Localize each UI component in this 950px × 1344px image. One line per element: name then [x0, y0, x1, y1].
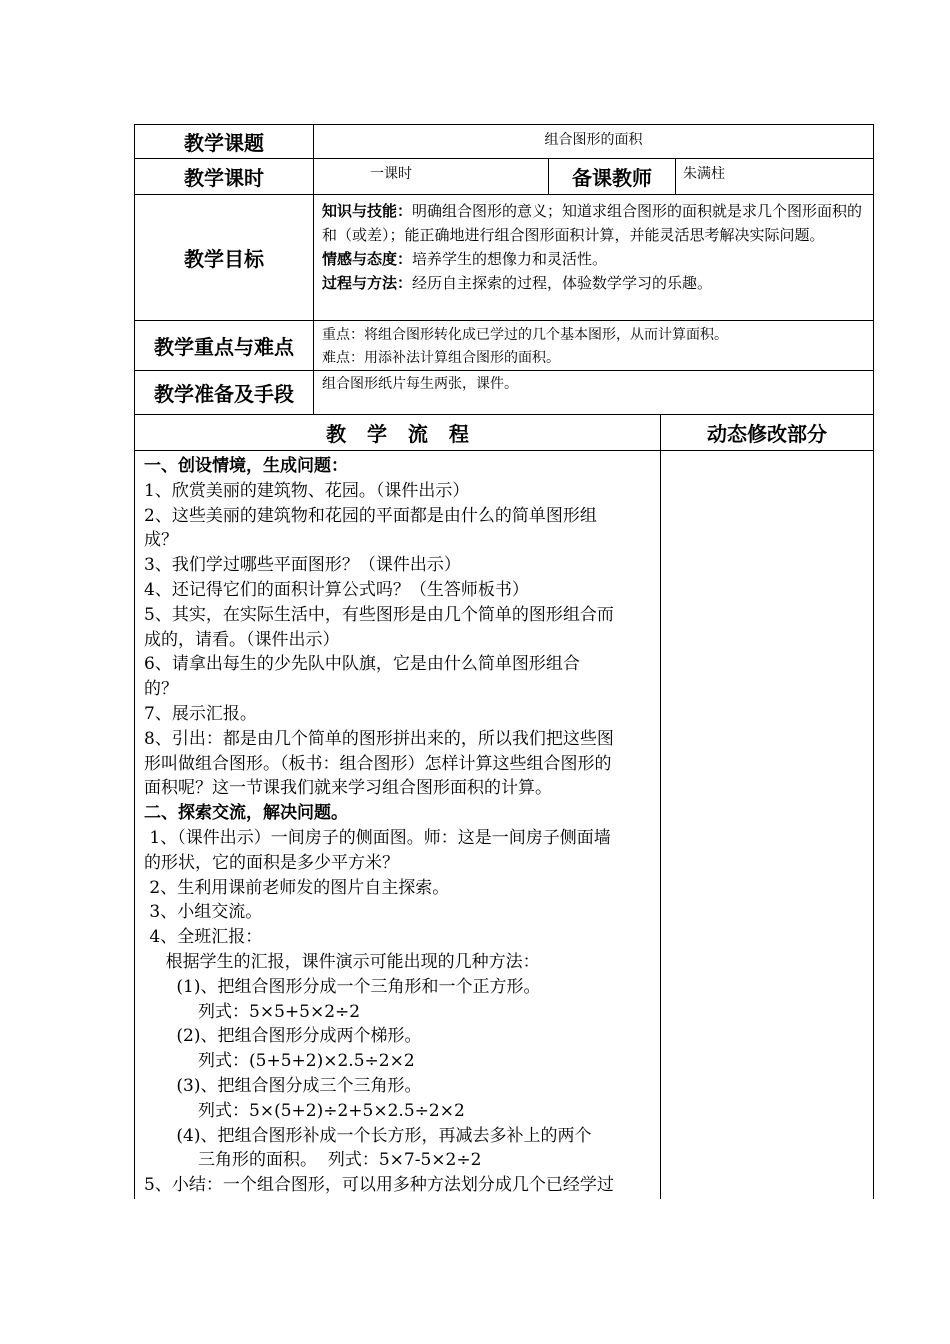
- flow-line: 二、探索交流，解决问题。: [144, 803, 348, 824]
- dynamic-header: 动态修改部分: [707, 422, 827, 446]
- flow-content: [144, 454, 656, 1198]
- flow-line: 成？: [144, 530, 178, 551]
- flow-line: 5、其实，在实际生活中，有些图形是由几个简单的图形组合而: [144, 604, 614, 625]
- flow-line: 的？: [144, 679, 178, 700]
- flow-line: 7、展示汇报。: [144, 703, 257, 724]
- knowledge-label: 知识与技能：: [322, 202, 413, 220]
- flow-line: 5、小结：一个组合图形，可以用多种方法划分成几个已经学过: [144, 1175, 614, 1196]
- flow-line: 列式：5×5+5×2÷2: [144, 1001, 361, 1022]
- flow-line: (1)、把组合图形分成一个三角形和一个正方形。: [144, 976, 541, 997]
- period-label: 教学课时: [184, 166, 264, 190]
- period-value: 一课时: [370, 166, 412, 182]
- knowledge-objective: [322, 199, 868, 247]
- flow-line: 形叫做组合图形。（板书：组合图形）怎样计算这些组合图形的: [144, 753, 612, 774]
- flow-line: 8、引出：都是由几个简单的图形拼出来的，所以我们把这些图: [144, 728, 614, 749]
- preparation-label: 教学准备及手段: [154, 382, 294, 406]
- flow-line: (4)、把组合图形补成一个长方形，再减去多补上的两个: [144, 1125, 592, 1146]
- knowledge-text: 明确组合图形的意义；知道求组合图形的面积就是求几个图形面积的和（或差）；能正确地进行组合图形面积计算，并能灵活思考解决实际问题。: [322, 202, 863, 244]
- emotion-label: 情感与态度：: [322, 250, 413, 268]
- dynamic-notes-area: [661, 451, 873, 1199]
- flow-line: 4、全班汇报：: [144, 927, 263, 948]
- flow-line: 列式：5×(5+2)÷2+5×2.5÷2×2: [144, 1100, 465, 1121]
- flow-line: 的形状，它的面积是多少平方米？: [144, 852, 399, 873]
- flow-line: 2、生利用课前老师发的图片自主探索。: [144, 877, 450, 898]
- flow-line: 3、我们学过哪些平面图形？（课件出示）: [144, 555, 461, 576]
- key-point-focus: 重点：将组合图形转化成已学过的几个基本图形，从而计算面积。: [322, 327, 728, 343]
- emotion-objective: [322, 247, 868, 271]
- flow-line: 面积呢？这一节课我们就来学习组合图形面积的计算。: [144, 778, 552, 799]
- flow-line: 4、还记得它们的面积计算公式吗？（生答师板书）: [144, 579, 529, 600]
- flow-line: (3)、把组合图分成三个三角形。: [144, 1075, 422, 1096]
- key-point-difficulty: 难点：用添补法计算组合图形的面积。: [322, 350, 560, 366]
- flow-line: 成的，请看。（课件出示）: [144, 629, 340, 650]
- process-label: 过程与方法：: [322, 274, 413, 292]
- key-points-content: [322, 324, 868, 370]
- flow-line: 根据学生的汇报，课件演示可能出现的几种方法：: [144, 951, 540, 972]
- flow-line: 3、小组交流。: [144, 902, 263, 923]
- topic-label: 教学课题: [184, 131, 264, 155]
- flow-line: (2)、把组合图形分成两个梯形。: [144, 1026, 422, 1047]
- key-points-label: 教学重点与难点: [154, 335, 294, 359]
- emotion-text: 培养学生的想像力和灵活性。: [412, 250, 608, 268]
- teacher-label: 备课教师: [572, 166, 652, 190]
- preparation-text: 组合图形纸片每生两张，课件。: [322, 376, 518, 392]
- flow-line: 1、（课件出示）一间房子的侧面图。师：这是一间房子侧面墙: [144, 827, 611, 848]
- flow-line: 列式：(5+5+2)×2.5÷2×2: [144, 1051, 415, 1072]
- flow-line: 三角形的面积。 列式：5×7-5×2÷2: [144, 1150, 482, 1171]
- teacher-label-divider-right: [675, 158, 676, 194]
- objectives-label: 教学目标: [184, 247, 264, 271]
- flow-line: 6、请拿出每生的少先队中队旗，它是由什么简单图形组合: [144, 654, 580, 675]
- table-border-right: [873, 124, 874, 1199]
- flow-line: 1、欣赏美丽的建筑物、花园。（课件出示）: [144, 480, 470, 501]
- process-objective: [322, 271, 868, 295]
- label-column-divider: [313, 124, 314, 414]
- process-text: 经历自主探索的过程，体验数学学习的乐趣。: [412, 274, 713, 292]
- flow-line: 2、这些美丽的建筑物和花园的平面都是由什么的简单图形组: [144, 505, 597, 526]
- objectives-content: [322, 199, 868, 295]
- topic-value: 组合图形的面积: [544, 132, 643, 148]
- flow-line: 一、创设情境，生成问题：: [144, 456, 348, 476]
- teacher-value: 朱满柱: [683, 166, 725, 182]
- flow-header: 教 学 流 程: [326, 422, 469, 446]
